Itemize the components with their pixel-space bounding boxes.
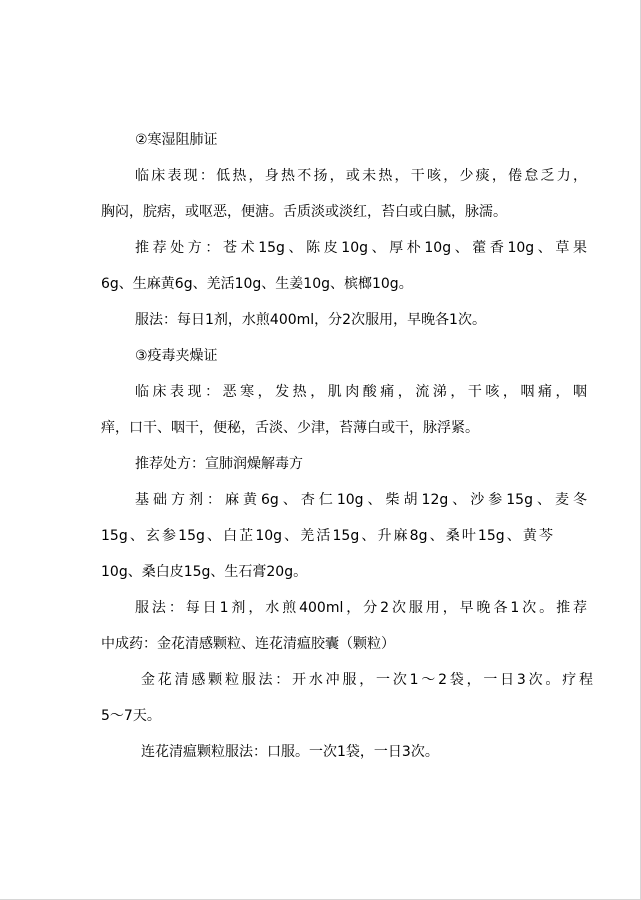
paragraph-line: 痒，口干、咽干，便秘，舌淡、少津，苔薄白或干，脉浮紧。: [101, 420, 479, 436]
paragraph-line: 推荐处方：宣肺润燥解毒方: [135, 456, 303, 472]
paragraph-line: 5～7天。: [101, 708, 161, 724]
paragraph-line: 服法：每日1剂，水煎400ml，分2次服用，早晚各1次。推荐: [135, 600, 587, 616]
paragraph-line: 服法：每日1剂，水煎400ml，分2次服用，早晚各1次。: [135, 312, 486, 328]
paragraph-line: 推荐处方：苍术15g、陈皮10g、厚朴10g、藿香10g、草果: [135, 240, 587, 256]
paragraph-line: 临床表现：低热，身热不扬，或未热，干咳，少痰，倦怠乏力，: [135, 168, 587, 184]
paragraph-line: 15g、玄参15g、白芷10g、羌活15g、升麻8g、桑叶15g、黄芩: [101, 528, 553, 544]
paragraph-line: 6g、生麻黄6g、羌活10g、生姜10g、槟榔10g。: [101, 276, 413, 292]
paragraph-line: 基础方剂：麻黄6g、杏仁10g、柴胡12g、沙参15g、麦冬: [135, 492, 587, 508]
section-heading-epidemic-dryness: ③疫毒夹燥证: [135, 348, 218, 364]
paragraph-line: 胸闷，脘痞，或呕恶，便溏。舌质淡或淡红，苔白或白腻，脉濡。: [101, 204, 507, 220]
paragraph-line: 连花清瘟颗粒服法：口服。一次1袋，一日3次。: [141, 744, 439, 760]
paragraph-line: 金花清感颗粒服法：开水冲服，一次1～2袋，一日3次。疗程: [141, 672, 593, 688]
document-body: [101, 132, 593, 781]
section-heading-cold-damp: ②寒湿阻肺证: [135, 132, 218, 148]
paragraph-line: 中成药：金花清感颗粒、连花清瘟胶囊（颗粒）: [101, 636, 395, 652]
paragraph-line: 10g、桑白皮15g、生石膏20g。: [101, 564, 308, 580]
paragraph-line: 临床表现：恶寒，发热，肌肉酸痛，流涕，干咳，咽痛，咽: [135, 384, 587, 400]
